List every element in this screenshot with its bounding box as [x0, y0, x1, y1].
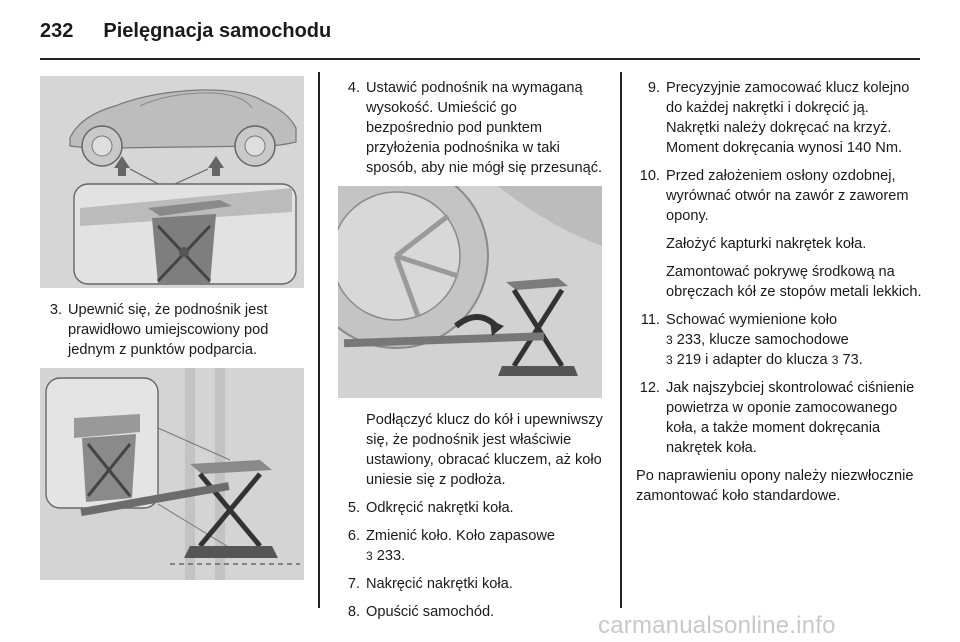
page-ref-icon: 3 — [666, 353, 673, 367]
step-5 — [338, 498, 604, 518]
step-number: 5. — [347, 500, 360, 516]
step-number: 9. — [647, 80, 660, 96]
page-ref-icon: 3 — [831, 353, 839, 367]
step-number: 11. — [640, 312, 660, 328]
step-text: Odkręcić nakrętki koła. — [366, 500, 514, 516]
page-ref-icon: 3 — [666, 333, 673, 347]
step-7 — [338, 574, 604, 594]
step-10-note-2: Zamontować pokrywę środkową na obręczach kół ze stopów metali lekkich. — [666, 264, 922, 300]
step-text: Zmienić koło. Koło zapasowe — [366, 528, 555, 544]
header-rule — [40, 58, 920, 60]
step-text: Upewnić się, że podnośnik jest prawidłowo umiejscowiony pod jednym z punktów podparcia. — [68, 302, 269, 358]
step-text: Przed założeniem osłony ozdobnej, wyrównać otwór na zawór z zaworem opony. — [666, 168, 909, 224]
step-number: 10. — [639, 168, 660, 184]
step-8 — [338, 602, 604, 622]
step-text: Ustawić podnośnik na wymaganą wysokość. Umieścić go bezpośrednio pod punktem przyłożenia podnośnika w taki sposób, aby nie mógł się przesunąć. — [366, 80, 603, 176]
step-text: Opuścić samochód. — [366, 604, 495, 620]
step-9 — [636, 78, 926, 158]
step-number: 8. — [347, 604, 360, 620]
closing-note: Po naprawieniu opony należy niezwłocznie zamontować koło standardowe. — [636, 468, 914, 504]
step-text: Precyzyjnie zamocować klucz kolejno do każdej nakrętki i dokręcić ją. Nakrętki należy dokręcać na krzyż. Moment dokręcania wynosi 140 Nm. — [666, 80, 910, 156]
step-number: 4. — [347, 80, 360, 96]
page-ref[interactable]: 73. — [842, 352, 863, 368]
step-text: Jak najszybciej skontrolować ciśnienie powietrza w oponie zamocowanego koła, a także moment dokręcania nakrętek koła. — [666, 380, 915, 456]
figure-jack-raise — [338, 186, 602, 398]
step-10-note-1: Założyć kapturki nakrętek koła. — [666, 236, 867, 252]
step-text: Nakręcić nakrętki koła. — [366, 576, 513, 592]
step-10 — [636, 166, 926, 226]
page-ref-icon: 3 — [366, 549, 373, 563]
page-ref[interactable]: 233, klucze samochodowe — [676, 332, 849, 348]
figure-jack-under-point — [40, 368, 304, 580]
step-4 — [338, 78, 604, 178]
page-header — [40, 20, 331, 43]
step-4-continued: Podłączyć klucz do kół i upewniwszy się, że podnośnik jest właściwie ustawiony, obracać kluczem, aż koło uniesie się z podłoża. — [366, 412, 603, 488]
page-ref[interactable]: 233. — [376, 548, 406, 564]
page-number: 232 — [40, 20, 74, 42]
column-divider — [318, 72, 320, 608]
step-number: 7. — [347, 576, 360, 592]
column-1 — [40, 76, 304, 580]
page-ref[interactable]: 219 i adapter do klucza — [676, 352, 828, 368]
step-number: 3. — [49, 302, 62, 318]
step-number: 12. — [639, 380, 660, 396]
step-text: Schować wymienione koło — [666, 312, 838, 328]
step-12 — [636, 378, 926, 458]
watermark: carmanualsonline.info — [598, 612, 836, 639]
step-number: 6. — [347, 528, 360, 544]
figure-car-jack-points — [40, 76, 304, 288]
page-title: Pielęgnacja samochodu — [103, 20, 332, 42]
step-3 — [40, 300, 304, 360]
step-11 — [636, 310, 926, 370]
column-divider — [620, 72, 622, 608]
column-3 — [636, 78, 926, 514]
column-2 — [338, 78, 604, 630]
step-6 — [338, 526, 604, 566]
